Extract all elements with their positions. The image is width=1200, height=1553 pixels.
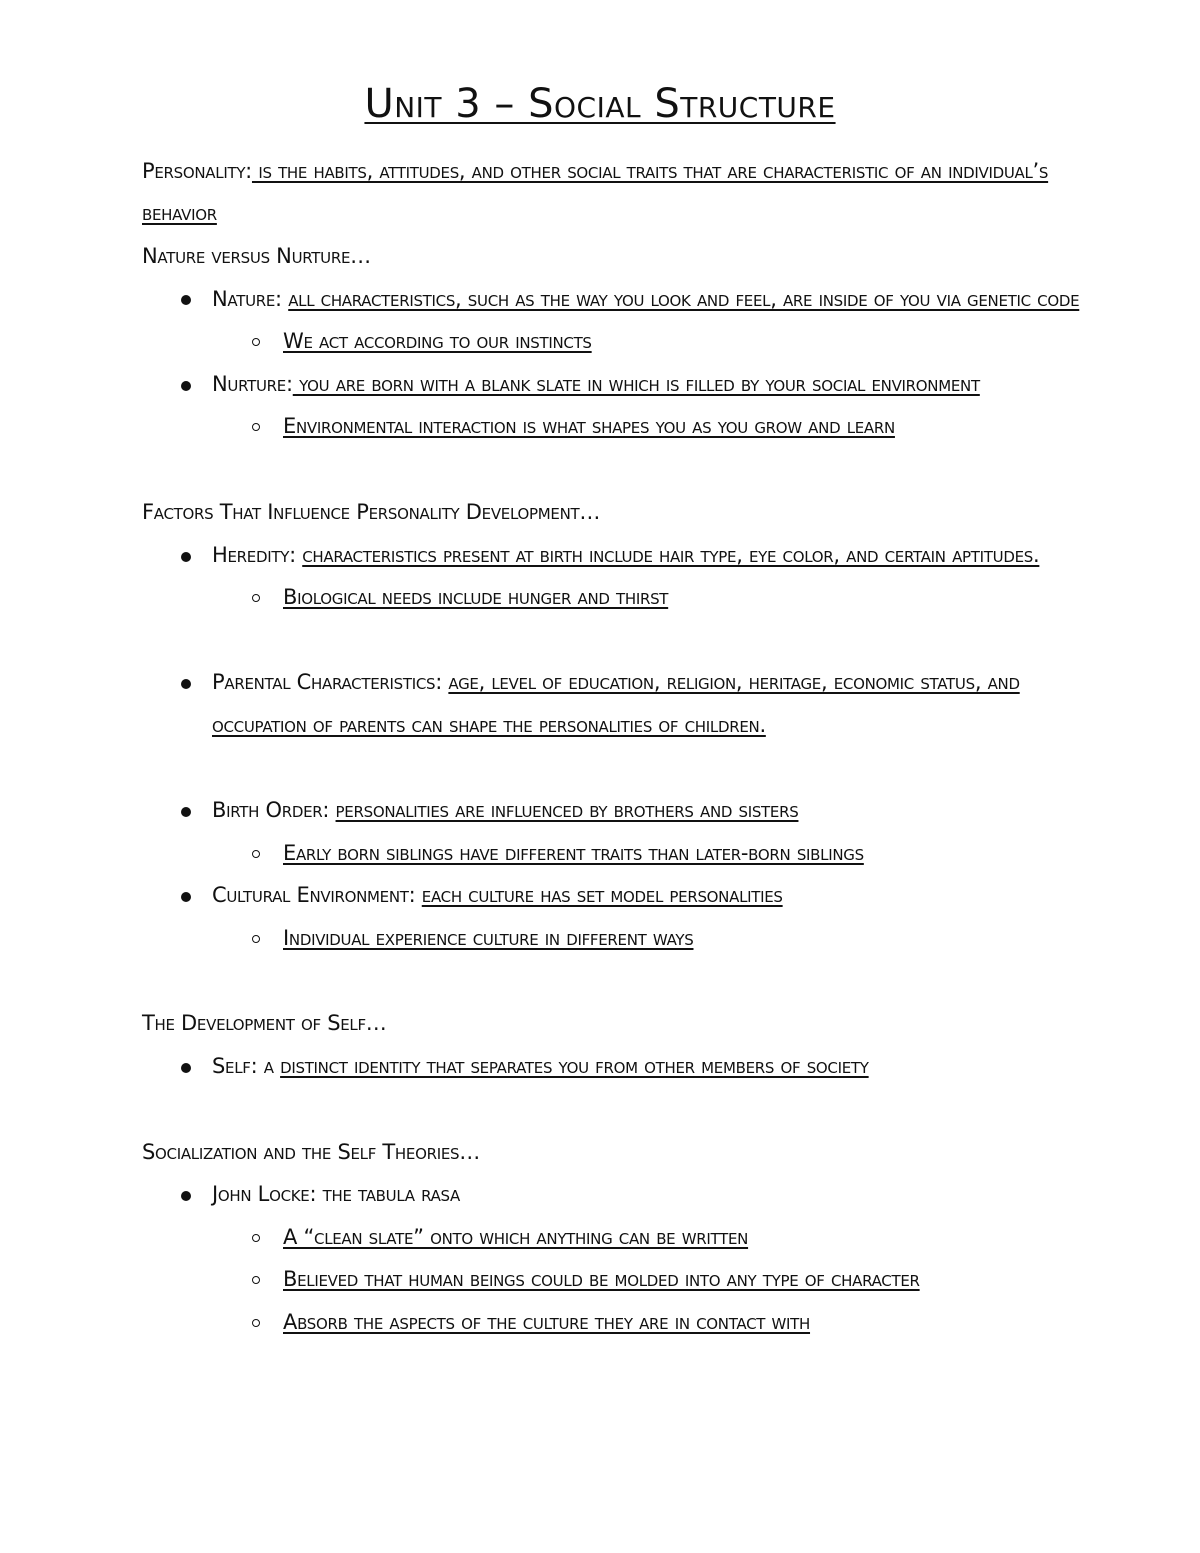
sub-bullet-icon [252, 423, 260, 431]
birth-order-definition: personalities are influenced by brothers and sisters [335, 798, 799, 822]
list-item-self [212, 1052, 869, 1080]
list-item-birth-order [212, 796, 798, 824]
personality-definition-cont: behavior [142, 201, 217, 225]
cultural-term: Cultural Environment: [212, 883, 422, 907]
sub-item-birth-order: Early born siblings have different traits than later-born siblings [283, 841, 864, 865]
sub-bullet-icon [252, 1276, 260, 1284]
self-definition: distinct identity that separates you from other members of society [280, 1054, 869, 1078]
nature-definition: all characteristics, such as the way you look and feel, are inside of you via genetic code [288, 287, 1080, 311]
sub-bullet-icon [252, 1234, 260, 1242]
cultural-definition: each culture has set model personalities [421, 883, 783, 907]
nurture-term: Nurture: [212, 372, 293, 396]
list-item-john-locke: John Locke: the tabula rasa [212, 1182, 461, 1206]
list-item-nurture [212, 370, 980, 398]
bullet-icon [181, 381, 191, 391]
section-heading-nature-nurture: Nature versus Nurture… [142, 244, 371, 268]
list-item-cultural [212, 881, 783, 909]
bullet-icon [181, 1191, 191, 1201]
bullet-icon [181, 892, 191, 902]
list-item-heredity [212, 541, 1039, 569]
parental-definition-cont: occupation of parents can shape the personalities of children. [212, 713, 766, 737]
sub-item-locke: A “clean slate” onto which anything can be written [283, 1225, 749, 1249]
sub-bullet-icon [252, 850, 260, 858]
personality-term: Personality: [142, 159, 252, 183]
sub-item-locke: Believed that human beings could be molded into any type of character [283, 1267, 920, 1291]
parental-term: Parental Characteristics: [212, 670, 449, 694]
page-title: Unit 3 – Social Structure [364, 81, 836, 127]
bullet-icon [181, 807, 191, 817]
sub-item-cultural: Individual experience culture in different ways [283, 926, 694, 950]
bullet-icon [181, 1063, 191, 1073]
personality-definition [142, 157, 1048, 185]
sub-item-nurture: Environmental interaction is what shapes you as you grow and learn [283, 414, 895, 438]
heredity-definition: characteristics present at birth include hair type, eye color, and certain aptitudes. [302, 543, 1040, 567]
parental-definition: age, level of education, religion, heritage, economic status, and [448, 670, 1020, 694]
sub-bullet-icon [252, 338, 260, 346]
nature-term: Nature: [212, 287, 289, 311]
sub-bullet-icon [252, 1319, 260, 1327]
self-term: Self: a [212, 1054, 281, 1078]
bullet-icon [181, 679, 191, 689]
section-heading-self: The Development of Self… [142, 1011, 387, 1035]
bullet-icon [181, 295, 191, 305]
list-item-parental [212, 668, 1020, 696]
list-item-nature [212, 285, 1079, 313]
birth-order-term: Birth Order: [212, 798, 336, 822]
section-heading-factors: Factors That Influence Personality Development… [142, 500, 601, 524]
sub-bullet-icon [252, 594, 260, 602]
sub-item-locke: Absorb the aspects of the culture they are in contact with [283, 1310, 811, 1334]
heredity-term: Heredity: [212, 543, 303, 567]
sub-bullet-icon [252, 935, 260, 943]
sub-item-nature: We act according to our instincts [283, 329, 592, 353]
sub-item-heredity: Biological needs include hunger and thirst [283, 585, 669, 609]
nurture-definition: you are born with a blank slate in which is filled by your social environment [292, 372, 980, 396]
bullet-icon [181, 552, 191, 562]
personality-definition-text: is the habits, attitudes, and other social traits that are characteristic of an individual’s [251, 159, 1049, 183]
section-heading-theories: Socialization and the Self Theories… [142, 1140, 480, 1164]
